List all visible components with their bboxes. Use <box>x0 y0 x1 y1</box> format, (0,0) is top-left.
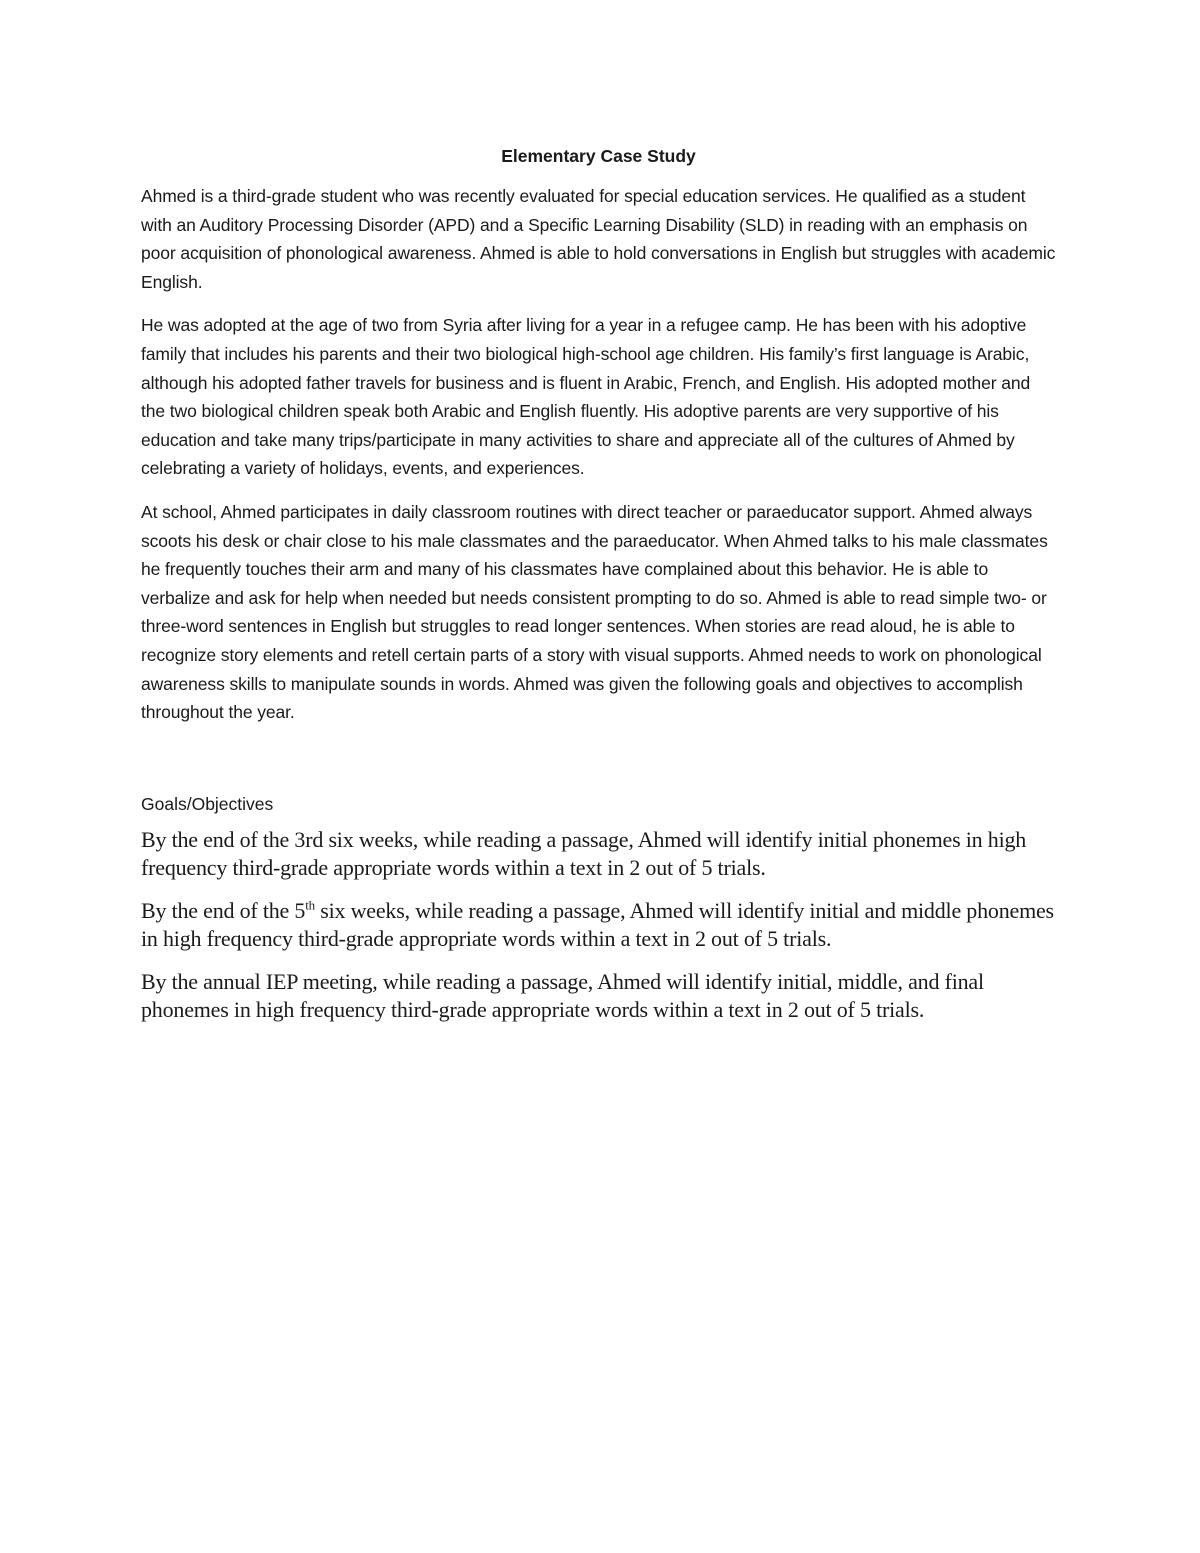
school-paragraph: At school, Ahmed participates in daily classroom routines with direct teacher or paraeducator support. Ahmed always scoots his desk or chair close to his male classmates and the paraeducator. When Ahmed talks to his male classmates he frequently touches their arm and many of his classmates have complained about this behavior. He is able to verbalize and ask for help when needed but needs consistent prompting to do so. Ahmed is able to read simple two- or three-word sentences in English but struggles to read longer sentences. When stories are read aloud, he is able to recognize story elements and retell certain parts of a story with visual supports. Ahmed needs to work on phonological awareness skills to manipulate sounds in words. Ahmed was given the following goals and objectives to accomplish throughout the year. <box>141 501 1048 723</box>
goals-heading: Goals/Objectives <box>141 793 274 814</box>
goal-item-1: By the end of the 3rd six weeks, while reading a passage, Ahmed will identify initial phonemes in high frequency third-grade appropriate words within a text in 2 out of 5 trials. <box>141 826 1027 880</box>
section-spacer <box>141 742 1056 790</box>
goal-item-2-ordinal: th <box>305 897 315 913</box>
document-title: Elementary Case Study <box>501 146 696 166</box>
goal-item-3: By the annual IEP meeting, while reading a passage, Ahmed will identify initial, middle, and final phonemes in high frequency third-grade appropriate words within a text in 2 out of 5 trials. <box>141 968 984 1022</box>
background-paragraph: Ahmed is a third-grade student who was recently evaluated for special education services. He qualified as a student with an Auditory Processing Disorder (APD) and a Specific Learning Disability (SLD) in reading with an emphasis on poor acquisition of phonological awareness. Ahmed is able to hold conversations in English but struggles with academic English. <box>141 186 1056 292</box>
goal-item-2 <box>141 897 1056 953</box>
goal-item-2-prefix: By the end of the 5 <box>141 897 306 923</box>
document-body <box>141 142 1056 1039</box>
family-paragraph: He was adopted at the age of two from Syria after living for a year in a refugee camp. He has been with his adoptive family that includes his parents and their two biological high-school age children. His family’s first language is Arabic, although his adopted father travels for business and is fluent in Arabic, French, and English. His adopted mother and the two biological children speak both Arabic and English fluently. His adoptive parents are very supportive of his education and take many trips/participate in many activities to share and appreciate all of the cultures of Ahmed by celebrating a variety of holidays, events, and experiences. <box>141 315 1031 479</box>
goal-item-2-suffix: six weeks, while reading a passage, Ahmed will identify initial and middle phonemes in high frequency third-grade appropriate words within a text in 2 out of 5 trials. <box>141 897 1054 951</box>
